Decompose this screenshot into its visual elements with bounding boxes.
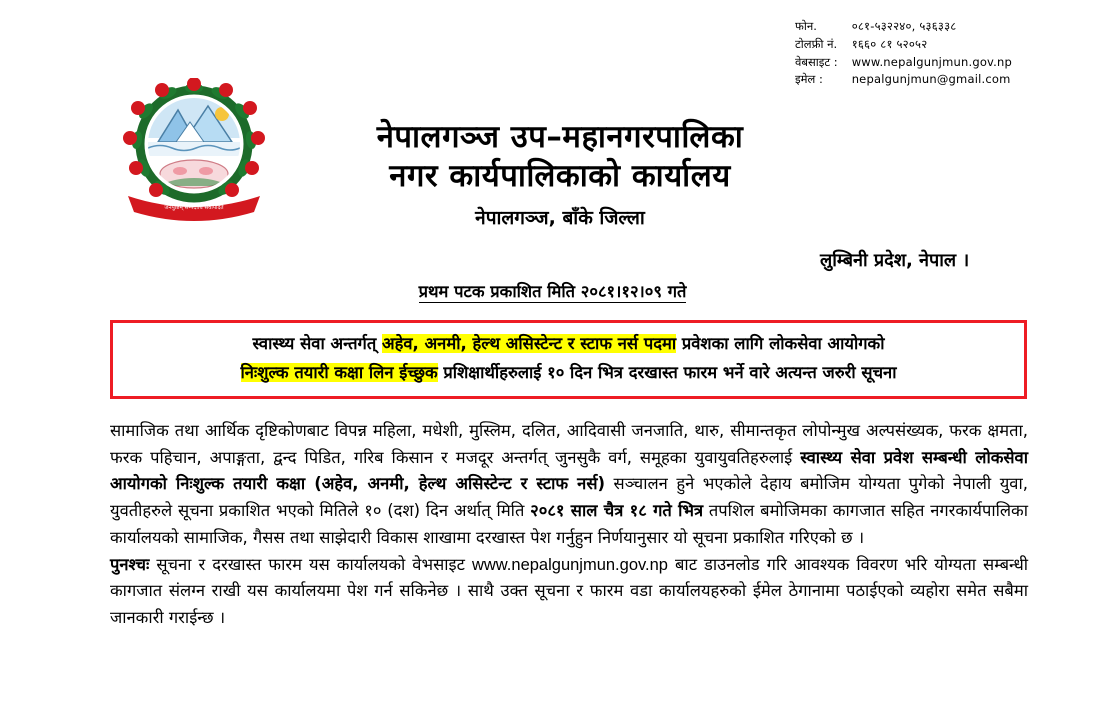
para1-part1: सामाजिक तथा आर्थिक दृष्टिकोणबाट विपन्न महिला, मधेशी, मुस्लिम, दलित, आदिवासी जनजाति, थारु, सीमान्तकृत लोपोन्मुख अल्पसंख्यक, फरक क्षमता, फरक पहिचान, अपाङ्गता, द्वन्द पिडित, गरिब किसान र मजदूर अन्तर्गत् जुनसुकै वर्ग, समूहका युवायुवतिहरुलाई xyxy=(110,421,1028,467)
publish-date-text: प्रथम पटक प्रकाशित मिति २०८१।१२।०९ गते xyxy=(418,282,687,301)
contact-labels xyxy=(795,18,838,89)
notice-line1-part-b: प्रवेशका लागि लोकसेवा आयोगको xyxy=(676,334,885,353)
contact-info-block xyxy=(795,18,1012,89)
website-link[interactable]: www.nepalgunjmun.gov.np xyxy=(471,555,668,574)
contact-value-email[interactable]: nepalgunjmun@gmail.com xyxy=(851,72,1011,87)
contact-label-tollfree: टोलफ्री नं. xyxy=(795,36,838,51)
notice-line2-highlight: निःशुल्क तयारी कक्षा लिन ईच्छुक xyxy=(240,362,438,382)
notice-highlight-box xyxy=(110,320,1027,399)
para1-part3: तपशिल बमोजिमका कागजात सहित नगरकार्यपालिका कार्यालयको सामाजिक, गैसस तथा साझेदारी विकास शाखामा दरखास्त पेश गर्नुहुन निर्णयानुसार यो सूचना प्रकाशित गरिएको छ । xyxy=(110,501,1028,547)
para1-part2: सञ्चालन हुने भएकोले देहाय बमोजिम योग्यता पुगेको नेपाली युवा, युवतीहरुले सूचना प्रकाशित भएको मितिले १० (दश) दिन अर्थात् मिति xyxy=(110,474,1028,521)
notice-line1-part-a: स्वास्थ्य सेवा अन्तर्गत् xyxy=(252,334,383,353)
page-title: नेपालगञ्ज उप–महानगरपालिका xyxy=(376,119,744,155)
notice-line2-part-b: प्रशिक्षार्थीहरुलाई १० दिन भित्र दरखास्त फारम भर्ने वारे अत्यन्त जरुरी सूचना xyxy=(437,362,897,382)
contact-values xyxy=(852,18,1012,89)
notice-line1-highlight: अहेव, अनमी, हेल्थ असिस्टेन्ट र स्टाफ नर्स पदमा xyxy=(382,334,677,353)
contact-value-tollfree: १६६० ८१ ५२०५२ xyxy=(851,36,928,51)
contact-label-phone: फोन. xyxy=(795,19,817,33)
page-location: नेपालगञ्ज, बाँके जिल्ला xyxy=(475,206,645,229)
postscript-label: पुनश्चः xyxy=(110,554,150,574)
paragraph-main xyxy=(110,418,1028,552)
page-subtitle: नगर कार्यपालिकाको कार्यालय xyxy=(389,157,731,194)
para1-bold-program-name: स्वास्थ्य सेवा प्रवेश सम्बन्धी लोकसेवा आयोगको निःशुल्क तयारी कक्षा (अहेव, अनमी, हेल्थ असिस्टेन्ट र स्टाफ नर्स) xyxy=(110,447,1028,494)
organization-title-block xyxy=(290,118,830,230)
notice-line-2 xyxy=(123,359,1014,388)
para2-part1: सूचना र दरखास्त फारम यस कार्यालयको वेभसाइट xyxy=(149,554,472,574)
nepalgunj-municipality-emblem xyxy=(118,78,270,228)
contact-value-website[interactable]: www.nepalgunjmun.gov.np xyxy=(851,54,1013,69)
para2-part2: बाट डाउनलोड गरि आवश्यक विवरण भरि योग्यता सम्बन्धी कागजात संलग्न राखी यस कार्यालयमा पेश गर्न सकिनेछ । साथै उक्त सूचना र फारम वडा कार्यालयहरुको ईमेल ठेगानामा पठाईएको व्यहोरा समेत सबैमा जानकारी गराईन्छ । xyxy=(110,554,1028,628)
para1-bold-deadline: २०८१ साल चैत्र १८ गते भित्र xyxy=(530,501,704,521)
contact-label-email: इमेल : xyxy=(795,72,823,87)
paragraph-postscript xyxy=(110,552,1028,632)
contact-label-website: वेबसाइट : xyxy=(795,54,838,69)
emblem-motto-text: जनपुष्टिम् सम्पदाधि सवोपदिते xyxy=(164,205,224,211)
publish-date-line xyxy=(0,279,1105,302)
notice-body xyxy=(110,418,1028,632)
notice-line-1 xyxy=(123,330,1014,359)
contact-value-phone: ०८१-५३२२४०, ५३६३३८ xyxy=(851,19,957,33)
province-label: लुम्बिनी प्रदेश, नेपाल । xyxy=(820,250,970,271)
